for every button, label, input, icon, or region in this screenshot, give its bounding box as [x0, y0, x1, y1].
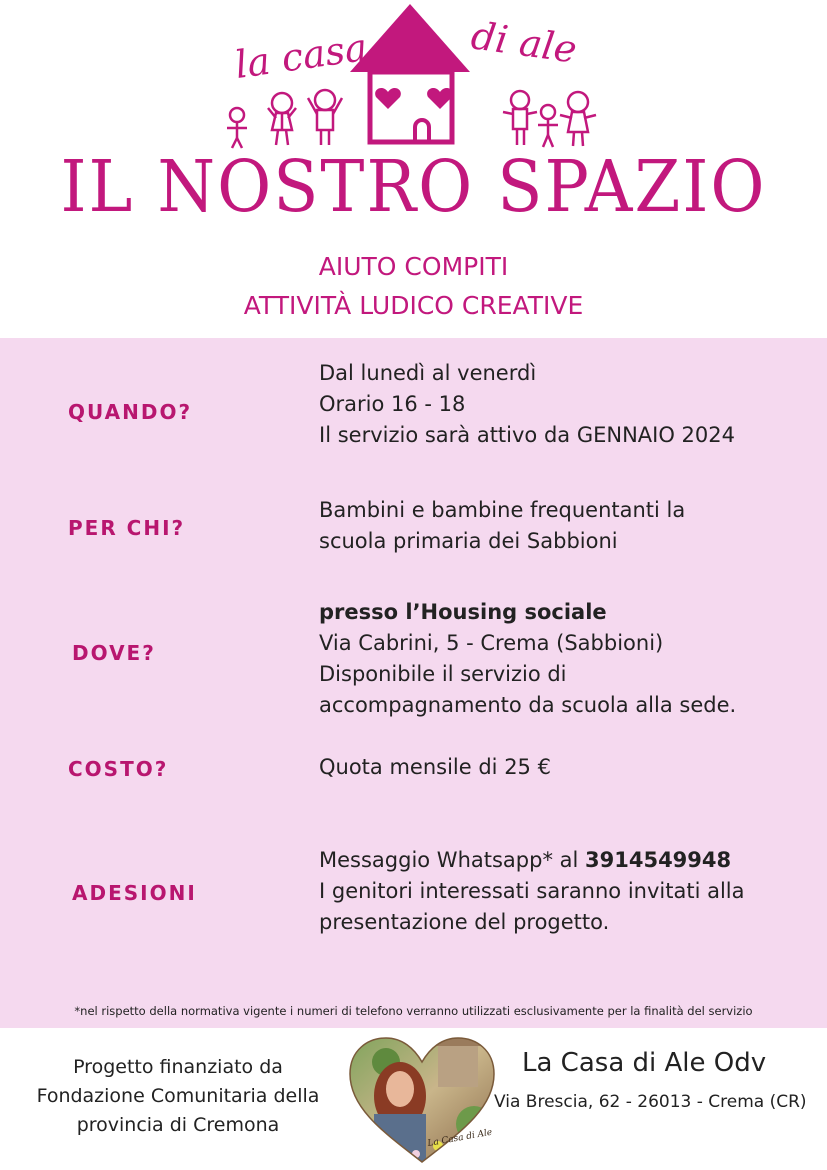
dove-address: Via Cabrini, 5 - Crema (Sabbioni) — [319, 631, 664, 655]
costo-monthly-fee: Quota mensile di 25 € — [319, 755, 551, 779]
logo-text-di-ale: di ale — [468, 13, 580, 72]
funding-line-1: Progetto finanziato da — [73, 1056, 283, 1078]
phone-number[interactable]: 3914549948 — [585, 848, 732, 872]
heart-signature: La Casa di Ale — [426, 1127, 494, 1149]
quando-hours: Orario 16 - 18 — [319, 392, 466, 416]
content-quando — [319, 358, 735, 451]
label-adesioni: ADESIONI — [72, 881, 197, 905]
dove-service-1: Disponibile il servizio di — [319, 662, 567, 686]
funding-line-3: provincia di Cremona — [76, 1114, 280, 1136]
funding-line-2: Fondazione Comunitaria della — [36, 1085, 320, 1107]
dove-service-2: accompagnamento da scuola alla sede. — [319, 693, 737, 717]
content-dove — [319, 597, 736, 721]
la-casa-di-ale-logo — [220, 0, 600, 150]
dove-venue: presso l’Housing sociale — [319, 600, 607, 624]
adesioni-whatsapp-text: Messaggio Whatsapp* al — [319, 848, 586, 872]
privacy-footnote: *nel rispetto della normativa vigente i numeri di telefono verranno utilizzati esclusivamente per la finalità del servizio — [74, 1004, 753, 1018]
kids-left-icon — [227, 90, 342, 148]
quando-start: Il servizio sarà attivo da GENNAIO 2024 — [319, 423, 735, 447]
page-title: IL NOSTRO SPAZIO — [60, 144, 767, 229]
label-costo: COSTO? — [68, 757, 169, 781]
content-costo — [319, 752, 551, 783]
heart-portrait-image — [346, 1034, 498, 1164]
subtitle-creative-activities: ATTIVITÀ LUDICO CREATIVE — [243, 291, 584, 320]
adesioni-line-3: presentazione del progetto. — [319, 910, 610, 934]
kids-right-icon — [503, 91, 596, 147]
per-chi-line-2: scuola primaria dei Sabbioni — [319, 529, 618, 553]
per-chi-line-1: Bambini e bambine frequentanti la — [319, 498, 686, 522]
adesioni-line-2: I genitori interessati saranno invitati alla — [319, 879, 745, 903]
subtitle-homework-help: AIUTO COMPITI — [318, 252, 509, 281]
label-dove: DOVE? — [72, 641, 156, 665]
label-per-chi: PER CHI? — [68, 516, 186, 540]
content-per-chi — [319, 495, 685, 557]
quando-days: Dal lunedì al venerdì — [319, 361, 537, 385]
label-quando: QUANDO? — [68, 400, 193, 424]
logo-text-la-casa: la casa — [232, 24, 371, 88]
house-roof-icon — [350, 4, 470, 72]
organization-address: Via Brescia, 62 - 26013 - Crema (CR) — [494, 1092, 807, 1112]
content-adesioni — [319, 845, 745, 938]
organization-name: La Casa di Ale Odv — [522, 1048, 767, 1078]
funding-credit — [18, 1053, 338, 1140]
